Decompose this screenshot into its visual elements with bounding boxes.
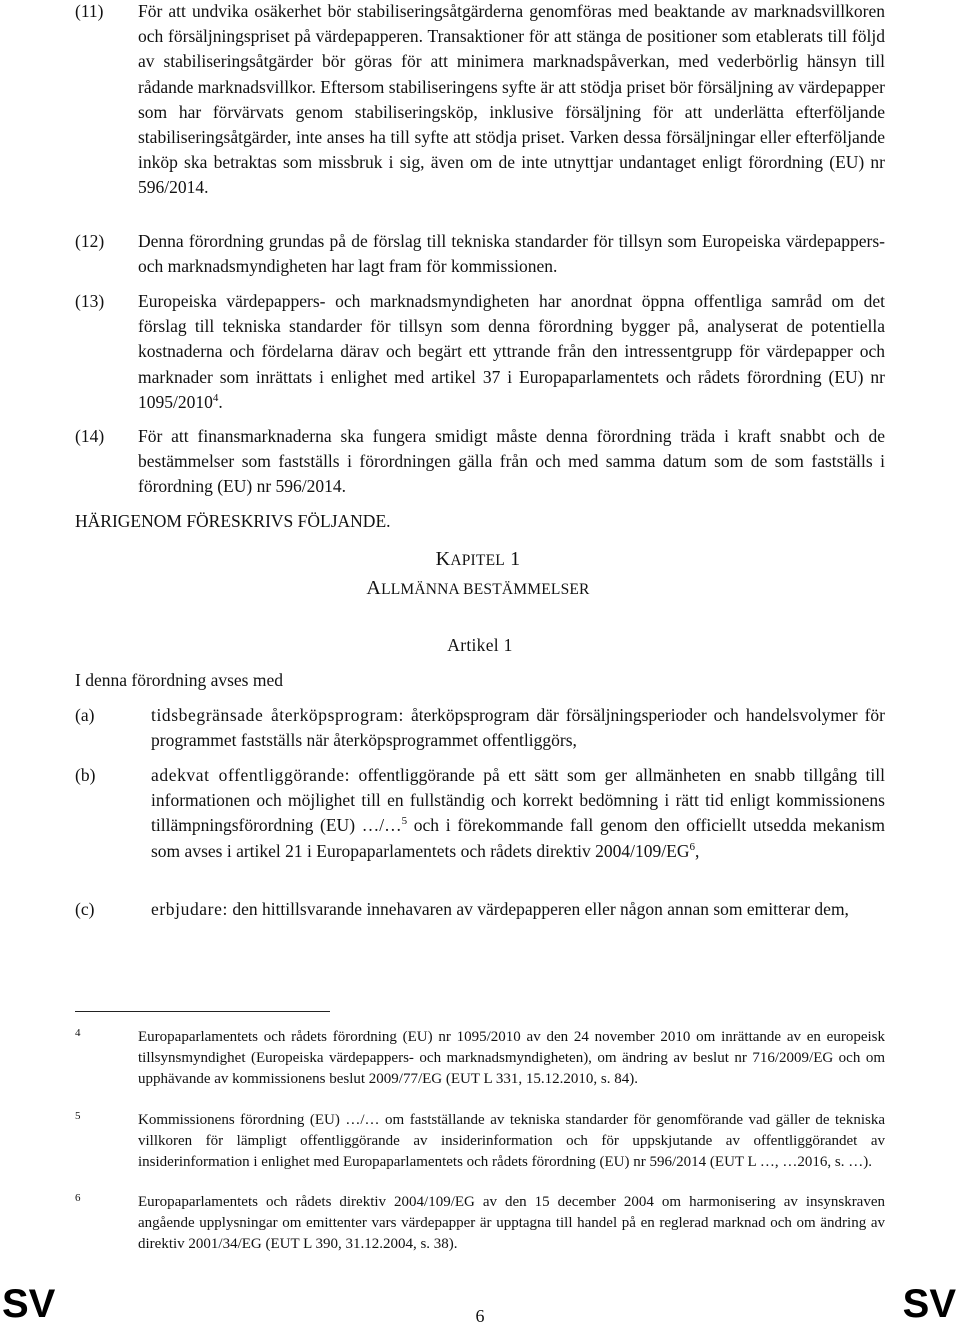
definition-text: adekvat offentliggörande: offentliggörande på ett sätt som ger allmänheten en snabb tillgång till informationen och möjlighet till en fullständig och korrekt bedömning i rätt tid enligt kommissionens tillämpningsförordning (EU) …/…$^5$ och i förekommande fall genom den officiellt utsedda mekanism som avses i artikel 21 i Europaparlamentets och rådets direktiv $2004/109/EG^6$, [151,765,885,861]
recital-text: För att finansmarknaderna ska fungera smidigt måste denna förordning träda i kraft snabbt och de bestämmelser som fastställs i förordningen gälla från och med samma datum som de som fastställs i förordning (EU) nr 596/2014. [138,426,885,497]
footnote-5 [75,1110,885,1172]
footnote-4 [75,1027,885,1089]
definition-letter: (c) [75,899,95,919]
footnote-text: Europaparlamentets och rådets direktiv 2004/109/EG av den 15 december 2004 om harmonisering av insynskraven angående upplysningar om emittenter vars värdepapper är upptagna till handel på en reglerad marknad och om ändring av direktiv 2001/34/EG (EUT L 390, 31.12.2004, s. 38). [138,1194,885,1252]
language-code-right: SV [902,1282,956,1326]
recital-number: (13) [75,291,105,311]
recital-text-end: . [218,391,223,412]
footnote-number: 5 [75,1110,81,1122]
recital-number: (11) [75,1,104,21]
footnote-ref-5[interactable]: 5 [401,815,408,828]
article-title: Artikel 1 [447,635,513,655]
footnote-text: Kommissionens förordning (EU) …/… om fastställande av tekniska standarder för genomförande vad gäller de tekniska villkoren för lämpligt offentliggörande av insiderinformation och för uppskjutande av offentliggörandet av insiderinformation i enlighet med Europaparlamentets och rådets förordning (EU) nr 596/2014 (EUT L …, …2016, s. …). [138,1112,885,1170]
footnote-ref-4[interactable]: 4 [212,391,219,404]
definition-a [75,703,885,753]
footnote-number: 6 [75,1192,81,1204]
recital-text [138,289,885,415]
recital-11 [75,0,885,201]
recital-text: För att undvika osäkerhet bör stabiliseringsåtgärderna genomföras med beaktande av marknadsvillkoren och försäljningspriset på värdepapperen. Transaktioner för att stänga de positioner som etablerats till följd av stabiliseringsåtgärder bör göras för att minimera marknadspåverkan, med vederbörlig hänsyn till rådande marknadsvillkor. Eftersom stabiliseringens syfte är att stödja priset bör försäljning av värdepapper som har förvärvats genom stabiliseringsköp, inklusive försäljning för att underlätta efterföljande stabiliseringsåtgärder, inte anses ha till syfte att stödja priset. Varken dessa försäljningar eller efterföljande inköp ska betraktas som missbruk i sig, även om de inte utnyttjar undantaget enligt förordning (EU) nr 596/2014. [138,1,885,198]
chapter-title: ALLMÄNNA BESTÄMMELSER [366,577,590,599]
enacting-clause: HÄRIGENOM FÖRESKRIVS FÖLJANDE. [75,511,391,531]
recital-number: (12) [75,231,105,251]
definition-term: adekvat offentliggörande: [151,765,351,785]
footnote-text: Europaparlamentets och rådets förordning (EU) nr 1095/2010 av den 24 november 2010 om inrättande av en europeisk tillsynsmyndighet (Europeiska värdepappers- och marknadsmyndigheten), om ändring av beslut nr 716/2009/EG och om upphävande av kommissionens beslut 2009/77/EG (EUT L 331, 15.12.2010, s. 84). [138,1029,885,1087]
language-code-left: SV [2,1282,56,1326]
footnote-ref-6[interactable]: 6 [689,840,695,853]
footnote-6 [75,1192,885,1254]
footnote-number: 4 [75,1027,81,1039]
definition-text: tidsbegränsade återköpsprogram: återköpsprogram där försäljningsperioder och handelsvolymer för programmet fastställs när återköpsprogrammet offentliggörs, [151,705,885,751]
definitions-intro: I denna förordning avses med [75,670,283,690]
definition-term: tidsbegränsade återköpsprogram: [151,705,404,725]
footnote-separator [75,1011,330,1012]
definition-letter: (b) [75,765,96,785]
recital-text: Denna förordning grundas på de förslag till tekniska standarder för tillsyn som Europeiska värdepappers- och marknadsmyndigheten har lagt fram för kommissionen. [138,231,885,277]
recital-12 [75,229,885,279]
recital-text-body: Europeiska värdepappers- och marknadsmyndigheten har anordnat öppna offentliga samråd om det förslag till tekniska standarder för tillsyn som denna förordning bygger på, analyserat de potentiella kostnaderna och fördelarna därav och begärt ett yttrande från den intressentgrupp för värdepapper och marknader som inrättats i enlighet med artikel 37 i Europaparlamentets och rådets förordning (EU) nr 1095/2010 [138,291,885,412]
definition-term: erbjudare: [151,899,228,919]
definition-letter: (a) [75,705,95,725]
definition-b [75,763,885,864]
page-number: 6 [475,1306,485,1326]
definition-text: erbjudare: den hittillsvarande innehavaren av värdepapperen eller någon annan som emitterar dem, [151,899,849,919]
recital-13 [75,289,885,415]
recital-number: (14) [75,426,105,446]
chapter-number: KAPITEL 1 [435,548,521,570]
recital-14 [75,424,885,500]
definition-c [75,897,885,922]
